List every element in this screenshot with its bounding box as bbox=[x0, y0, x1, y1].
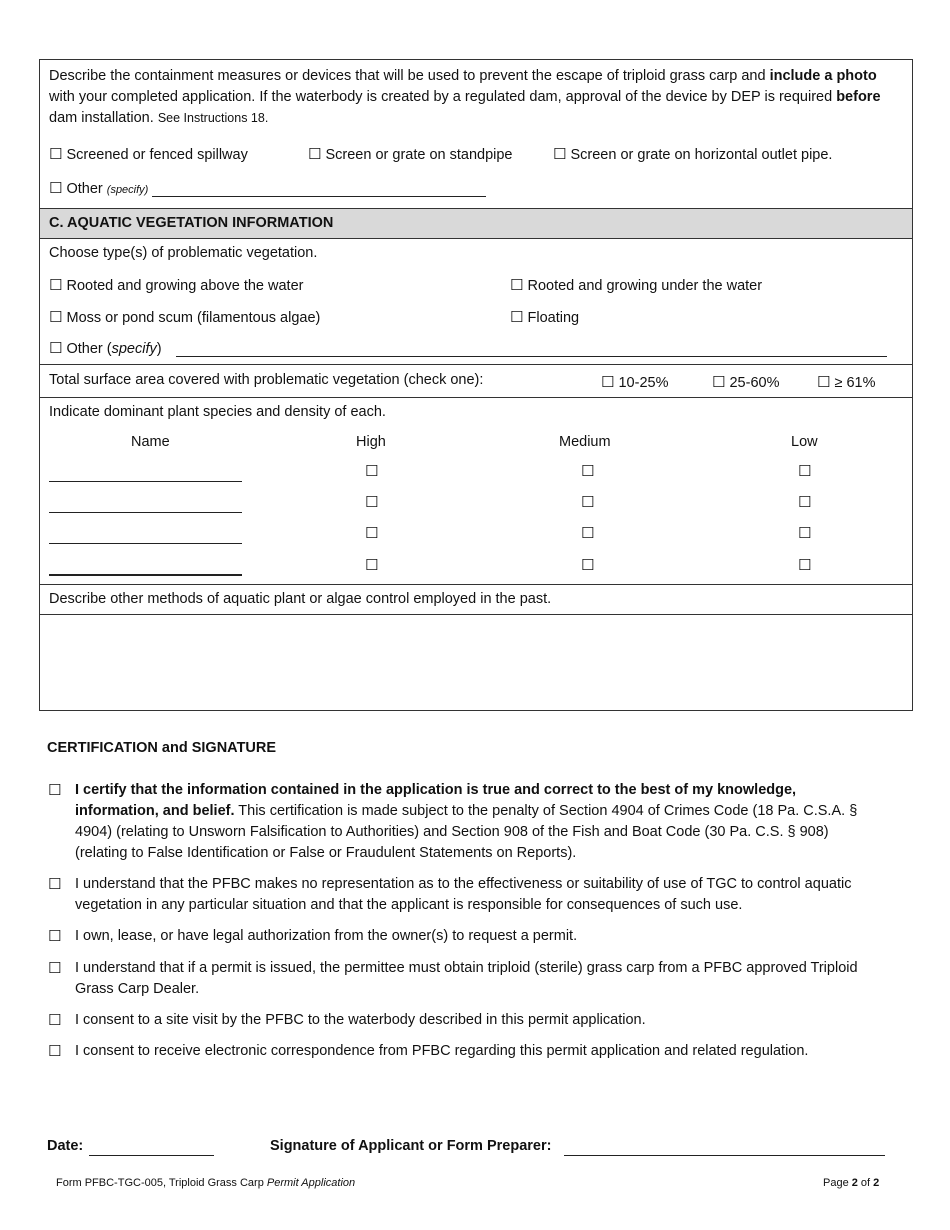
medium-checkbox[interactable]: ☐ bbox=[581, 524, 595, 542]
containment-option-outlet-pipe[interactable]: ☐ Screen or grate on horizontal outlet pipe. bbox=[553, 145, 833, 163]
checkbox[interactable]: ☐ bbox=[510, 308, 524, 326]
checkbox[interactable]: ☐ bbox=[49, 339, 63, 357]
species-name-field[interactable] bbox=[49, 557, 242, 576]
vegetation-types-section: Choose type(s) of problematic vegetation. ☐ Rooted and growing above the water ☐ Rooted and growing under the water ☐ Moss or pond scum (filamentous algae) ☐ Floating ☐ Other (specify) bbox=[39, 238, 913, 365]
date-field[interactable] bbox=[89, 1138, 214, 1156]
type-other[interactable]: ☐ Other (specify) bbox=[49, 339, 162, 357]
type-rooted-above[interactable]: ☐ Rooted and growing above the water bbox=[49, 276, 304, 294]
low-checkbox[interactable]: ☐ bbox=[798, 556, 812, 574]
cert-item-authorization: ☐ I own, lease, or have legal authorization from the owner(s) to request a permit. bbox=[48, 927, 578, 945]
other-specify-field[interactable] bbox=[152, 180, 486, 197]
section-c-title: C. AQUATIC VEGETATION INFORMATION bbox=[49, 215, 334, 231]
surface-option-10-25[interactable]: ☐ 10-25% bbox=[601, 373, 669, 391]
date-label: Date: bbox=[47, 1138, 84, 1154]
species-name-field[interactable] bbox=[49, 495, 242, 513]
type-floating[interactable]: ☐ Floating bbox=[510, 308, 580, 326]
species-section: Indicate dominant plant species and density of each. Name High Medium Low ☐ ☐ ☐ ☐ ☐ ☐ ☐ ☐ ☐ ☐ ☐ ☐ bbox=[39, 397, 913, 585]
containment-section bbox=[39, 59, 913, 209]
low-checkbox[interactable]: ☐ bbox=[798, 462, 812, 480]
cert-item-truth: ☐ I certify that the information contained in the application is true and correct to the best of my knowledge, information, and belief. This certification is made subject to the penalty of Section 4904 of Crimes Code (18 Pa. C.S.A. § 4904) (relating to Unsworn Falsification to Authorities) and Section 908 of the Fish and Boat Code (30 Pa. C.S. § 908) (relating to False Identification or False or Fraudulent Statements on Reports). bbox=[48, 781, 858, 861]
certification-title: CERTIFICATION and SIGNATURE bbox=[47, 740, 277, 756]
checkbox[interactable]: ☐ bbox=[48, 959, 62, 977]
checkbox[interactable]: ☐ bbox=[817, 373, 831, 391]
footer-form-id: Form PFBC-TGC-005, Triploid Grass Carp Permit Application bbox=[56, 1177, 356, 1189]
high-checkbox[interactable]: ☐ bbox=[365, 462, 379, 480]
checkbox[interactable]: ☐ bbox=[48, 781, 62, 799]
type-other-field[interactable] bbox=[176, 338, 887, 357]
cert-item-electronic: ☐ I consent to receive electronic correspondence from PFBC regarding this permit application and related regulation. bbox=[48, 1042, 809, 1060]
checkbox[interactable]: ☐ bbox=[308, 145, 322, 163]
low-checkbox[interactable]: ☐ bbox=[798, 524, 812, 542]
checkbox[interactable]: ☐ bbox=[49, 179, 63, 197]
species-name-field[interactable] bbox=[49, 464, 242, 482]
cert-item-no-representation: ☐ I understand that the PFBC makes no representation as to the effectiveness or suitability of use of TGC to control aquatic vegetation in any particular situation and that the applicant is responsible for consequences of such use. bbox=[48, 875, 852, 913]
containment-description: Describe the containment measures or devices that will be used to prevent the escape of triploid grass carp and include a photo with your completed application. If the waterbody is created by a regulated dam, approval of the device by DEP is required before dam installation. See Instructions 18. bbox=[49, 68, 881, 126]
column-low: Low bbox=[791, 434, 818, 450]
column-medium: Medium bbox=[559, 434, 611, 450]
checkbox[interactable]: ☐ bbox=[712, 373, 726, 391]
high-checkbox[interactable]: ☐ bbox=[365, 493, 379, 511]
cert-item-dealer: ☐ I understand that if a permit is issued, the permittee must obtain triploid (sterile) grass carp from a PFBC approved Triploid Grass Carp Dealer. bbox=[48, 959, 858, 997]
checkbox[interactable]: ☐ bbox=[48, 927, 62, 945]
column-name: Name bbox=[131, 434, 170, 450]
surface-area-section: Total surface area covered with problematic vegetation (check one): ☐ 10-25% ☐ 25-60% ☐ ≥ 61% bbox=[39, 364, 913, 398]
checkbox[interactable]: ☐ bbox=[49, 308, 63, 326]
medium-checkbox[interactable]: ☐ bbox=[581, 493, 595, 511]
checkbox[interactable]: ☐ bbox=[48, 1042, 62, 1060]
containment-option-standpipe[interactable]: ☐ Screen or grate on standpipe bbox=[308, 145, 513, 163]
checkbox[interactable]: ☐ bbox=[601, 373, 615, 391]
type-rooted-under[interactable]: ☐ Rooted and growing under the water bbox=[510, 276, 763, 294]
containment-option-other[interactable]: ☐ Other (specify) bbox=[49, 179, 486, 197]
other-methods-textarea[interactable] bbox=[39, 614, 913, 711]
checkbox[interactable]: ☐ bbox=[49, 276, 63, 294]
signature-label: Signature of Applicant or Form Preparer: bbox=[270, 1138, 552, 1154]
checkbox[interactable]: ☐ bbox=[48, 875, 62, 893]
footer-page-number: Page 2 of 2 bbox=[823, 1177, 880, 1189]
type-moss[interactable]: ☐ Moss or pond scum (filamentous algae) bbox=[49, 308, 321, 326]
species-name-field[interactable] bbox=[49, 526, 242, 544]
section-c-header bbox=[39, 208, 913, 239]
signature-field[interactable] bbox=[564, 1138, 885, 1156]
surface-option-25-60[interactable]: ☐ 25-60% bbox=[712, 373, 780, 391]
low-checkbox[interactable]: ☐ bbox=[798, 493, 812, 511]
medium-checkbox[interactable]: ☐ bbox=[581, 462, 595, 480]
medium-checkbox[interactable]: ☐ bbox=[581, 556, 595, 574]
checkbox[interactable]: ☐ bbox=[48, 1011, 62, 1029]
checkbox[interactable]: ☐ bbox=[553, 145, 567, 163]
checkbox[interactable]: ☐ bbox=[510, 276, 524, 294]
cert-item-site-visit: ☐ I consent to a site visit by the PFBC to the waterbody described in this permit application. bbox=[48, 1011, 646, 1029]
surface-option-61[interactable]: ☐ ≥ 61% bbox=[817, 373, 876, 391]
high-checkbox[interactable]: ☐ bbox=[365, 556, 379, 574]
checkbox[interactable]: ☐ bbox=[49, 145, 63, 163]
other-methods-label-row: Describe other methods of aquatic plant or algae control employed in the past. bbox=[39, 584, 913, 615]
high-checkbox[interactable]: ☐ bbox=[365, 524, 379, 542]
column-high: High bbox=[356, 434, 386, 450]
containment-option-spillway[interactable]: ☐ Screened or fenced spillway bbox=[49, 145, 248, 163]
